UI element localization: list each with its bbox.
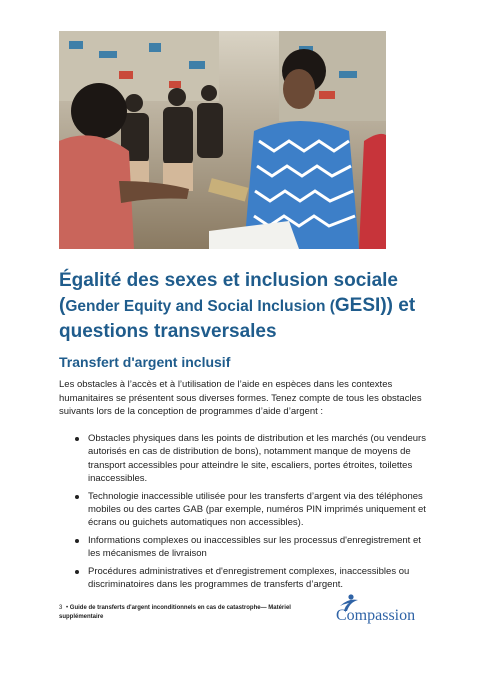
title-part-1: Égalité des sexes et inclusion sociale (: [59, 270, 398, 316]
list-item: [75, 432, 427, 486]
compassion-logo: [334, 594, 434, 630]
footer-separator: •: [66, 605, 69, 611]
section-heading: Transfert d'argent inclusif: [59, 354, 231, 370]
footer-text: Guide de transferts d'argent inconditionnels en cas de catastrophe— Matériel supplémentaire: [59, 605, 291, 620]
title-part-2: Gender Equity and Social Inclusion (: [65, 298, 335, 315]
list-item-text: Obstacles physiques dans les points de distribution et les marchés (ou vendeurs autorisés en cas de distribution de bons), notamment manque de moyens de transport accessibles pour atteindre le site, escaliers, portes étroites, toilettes inaccessibles.: [88, 433, 426, 485]
list-item-text: Procédures administratives et d'enregistrement complexes, inaccessibles ou discriminatoires dans les programmes de transferts d’argent.: [88, 565, 410, 591]
obstacle-list: [75, 432, 427, 595]
list-item: [75, 490, 427, 530]
page-footer: [59, 604, 309, 622]
bullet-icon: [75, 570, 79, 574]
header-photo: [59, 31, 386, 249]
list-item-text: Technologie inaccessible utilisée pour les transferts d’argent via des téléphones mobiles ou des cartes GAB (par exemple, numéros PIN imprimés uniquement et écrans ou guichets automatiques non accessibles).: [88, 490, 426, 529]
title-part-3: GESI: [334, 295, 381, 316]
list-item: [75, 565, 427, 592]
page-title: [59, 268, 439, 344]
bullet-icon: [75, 539, 79, 543]
intro-paragraph: Les obstacles à l’accès et à l’utilisation de l’aide en espèces dans les contextes humanitaires se présentent sous diverses formes. Tenez compte de tous les obstacles suivants lors de la conception de programmes d’aide d’argent :: [59, 379, 422, 417]
page-number: 3: [59, 605, 63, 611]
list-item-text: Informations complexes ou inaccessibles sur les processus d'enregistrement et les mécanismes de livraison: [88, 534, 421, 560]
title-part-4: )) et questions transversales: [59, 295, 416, 342]
photo-cash-distribution-icon: [59, 31, 386, 249]
bullet-icon: [75, 437, 79, 441]
logo-text: Compassion: [336, 607, 416, 624]
bullet-icon: [75, 495, 79, 499]
list-item: [75, 534, 427, 561]
